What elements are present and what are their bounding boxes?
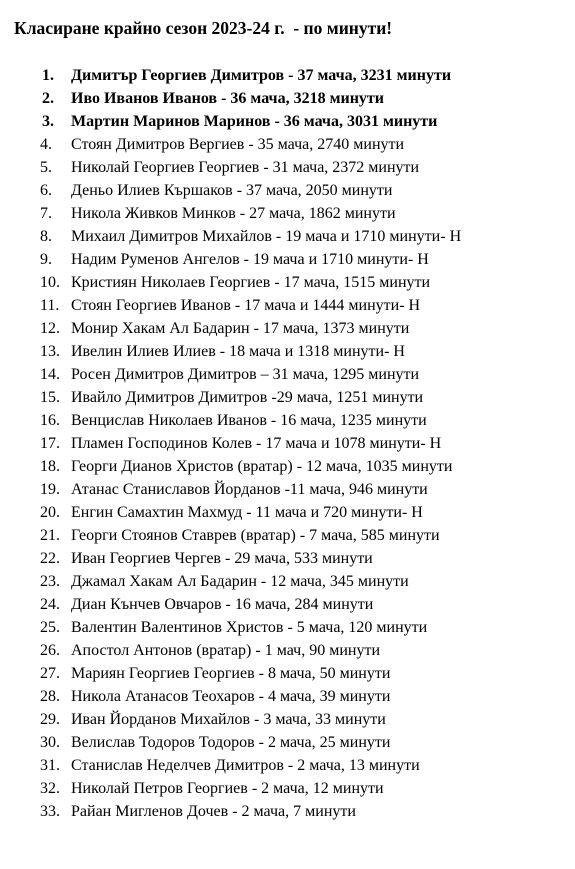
list-item [0, 662, 461, 685]
list-item [0, 547, 461, 570]
list-item-number: 11. [40, 297, 60, 314]
list-item-number: 7. [40, 205, 52, 222]
list-item-number: 13. [40, 343, 60, 360]
list-item-number: 32. [40, 780, 60, 797]
list-item-number: 23. [40, 573, 60, 590]
list-item [0, 179, 461, 202]
list-item-number: 10. [40, 274, 60, 291]
list-item-number: 33. [40, 803, 60, 820]
list-item-text: Велислав Тодоров Тодоров - 2 мача, 25 минути [71, 734, 391, 751]
list-item [0, 570, 461, 593]
list-item-number: 4. [40, 136, 52, 153]
list-item-number: 30. [40, 734, 60, 751]
list-item [0, 754, 461, 777]
list-item [0, 110, 461, 133]
list-item-text: Иван Георгиев Чергев - 29 мача, 533 минути [71, 550, 373, 567]
list-item-number: 8. [40, 228, 52, 245]
list-item-text: Венцислав Николаев Иванов - 16 мача, 1235 минути [71, 412, 427, 429]
list-item [0, 731, 461, 754]
list-item-text: Димитър Георгиев Димитров - 37 мача, 3231 минути [71, 67, 452, 84]
list-item [0, 156, 461, 179]
list-item-number: 16. [40, 412, 60, 429]
ranking-list [0, 64, 461, 823]
list-item [0, 409, 461, 432]
list-item-text: Иван Йорданов Михайлов - 3 мача, 33 минути [71, 711, 386, 728]
list-item-text: Мариян Георгиев Георгиев - 8 мача, 50 минути [71, 665, 391, 682]
page-title: Класиране крайно сезон 2023-24 г. - по минути! [14, 18, 393, 38]
list-item-text: Атанас Станиславов Йорданов -11 мача, 946 минути [71, 481, 428, 498]
list-item [0, 87, 461, 110]
list-item-text: Георги Стоянов Ставрев (вратар) - 7 мача, 585 минути [71, 527, 440, 544]
list-item-number: 24. [40, 596, 60, 613]
list-item-number: 20. [40, 504, 60, 521]
list-item-text: Деньо Илиев Кършаков - 37 мача, 2050 минути [71, 182, 393, 199]
list-item [0, 133, 461, 156]
list-item [0, 340, 461, 363]
list-item-number: 5. [40, 159, 52, 176]
list-item-number: 22. [40, 550, 60, 567]
list-item-number: 1. [42, 67, 54, 84]
list-item-text: Диан Кънчев Овчаров - 16 мача, 284 минути [71, 596, 374, 613]
list-item [0, 202, 461, 225]
list-item-number: 3. [42, 113, 54, 130]
list-item [0, 800, 461, 823]
list-item-number: 14. [40, 366, 60, 383]
list-item [0, 225, 461, 248]
list-item [0, 363, 461, 386]
list-item-text: Станислав Неделчев Димитров - 2 мача, 13 минути [71, 757, 420, 774]
list-item-text: Кристиян Николаев Георгиев - 17 мача, 1515 минути [71, 274, 431, 291]
list-item-text: Райан Мигленов Дочев - 2 мача, 7 минути [71, 803, 356, 820]
list-item-text: Надим Руменов Ангелов - 19 мача и 1710 минути- Н [71, 251, 429, 268]
list-item-number: 27. [40, 665, 60, 682]
list-item-text: Валентин Валентинов Христов - 5 мача, 120 минути [71, 619, 428, 636]
list-item [0, 478, 461, 501]
list-item [0, 294, 461, 317]
list-item-text: Енгин Самахтин Махмуд - 11 мача и 720 минути- Н [71, 504, 423, 521]
list-item [0, 685, 461, 708]
list-item-number: 9. [40, 251, 52, 268]
list-item-text: Джамал Хакам Ал Бадарин - 12 мача, 345 минути [71, 573, 409, 590]
list-item-text: Стоян Димитров Вергиев - 35 мача, 2740 минути [71, 136, 405, 153]
list-item-number: 6. [40, 182, 52, 199]
list-item [0, 386, 461, 409]
list-item-text: Росен Димитров Димитров – 31 мача, 1295 минути [71, 366, 420, 383]
list-item [0, 317, 461, 340]
list-item [0, 64, 461, 87]
list-item [0, 708, 461, 731]
list-item-number: 25. [40, 619, 60, 636]
list-item [0, 524, 461, 547]
list-item [0, 639, 461, 662]
list-item-number: 18. [40, 458, 60, 475]
list-item-text: Михаил Димитров Михайлов - 19 мача и 1710 минути- Н [71, 228, 462, 245]
list-item-number: 31. [40, 757, 60, 774]
list-item [0, 777, 461, 800]
list-item [0, 432, 461, 455]
list-item-number: 12. [40, 320, 60, 337]
list-item [0, 248, 461, 271]
list-item-text: Иво Иванов Иванов - 36 мача, 3218 минути [71, 90, 384, 107]
list-item [0, 593, 461, 616]
list-item-number: 15. [40, 389, 60, 406]
list-item [0, 501, 461, 524]
list-item-text: Монир Хакам Ал Бадарин - 17 мача, 1373 минути [71, 320, 410, 337]
list-item-number: 28. [40, 688, 60, 705]
list-item-text: Мартин Маринов Маринов - 36 мача, 3031 минути [71, 113, 438, 130]
list-item [0, 455, 461, 478]
list-item-text: Ивайло Димитров Димитров -29 мача, 1251 минути [71, 389, 424, 406]
list-item-text: Ивелин Илиев Илиев - 18 мача и 1318 минути- Н [71, 343, 405, 360]
list-item-text: Георги Дианов Христов (вратар) - 12 мача, 1035 минути [71, 458, 453, 475]
list-item-text: Никола Живков Минков - 27 мача, 1862 минути [71, 205, 396, 222]
list-item [0, 271, 461, 294]
list-item-text: Николай Георгиев Георгиев - 31 мача, 2372 минути [71, 159, 420, 176]
list-item-number: 21. [40, 527, 60, 544]
list-item-text: Николай Петров Георгиев - 2 мача, 12 минути [71, 780, 384, 797]
list-item-number: 2. [42, 90, 54, 107]
list-item-text: Апостол Антонов (вратар) - 1 мач, 90 минути [71, 642, 381, 659]
list-item-number: 17. [40, 435, 60, 452]
list-item-text: Никола Атанасов Теохаров - 4 мача, 39 минути [71, 688, 391, 705]
list-item-number: 29. [40, 711, 60, 728]
list-item [0, 616, 461, 639]
list-item-text: Стоян Георгиев Иванов - 17 мача и 1444 минути- Н [71, 297, 421, 314]
list-item-number: 26. [40, 642, 60, 659]
list-item-text: Пламен Господинов Колев - 17 мача и 1078 минути- Н [71, 435, 442, 452]
list-item-number: 19. [40, 481, 60, 498]
